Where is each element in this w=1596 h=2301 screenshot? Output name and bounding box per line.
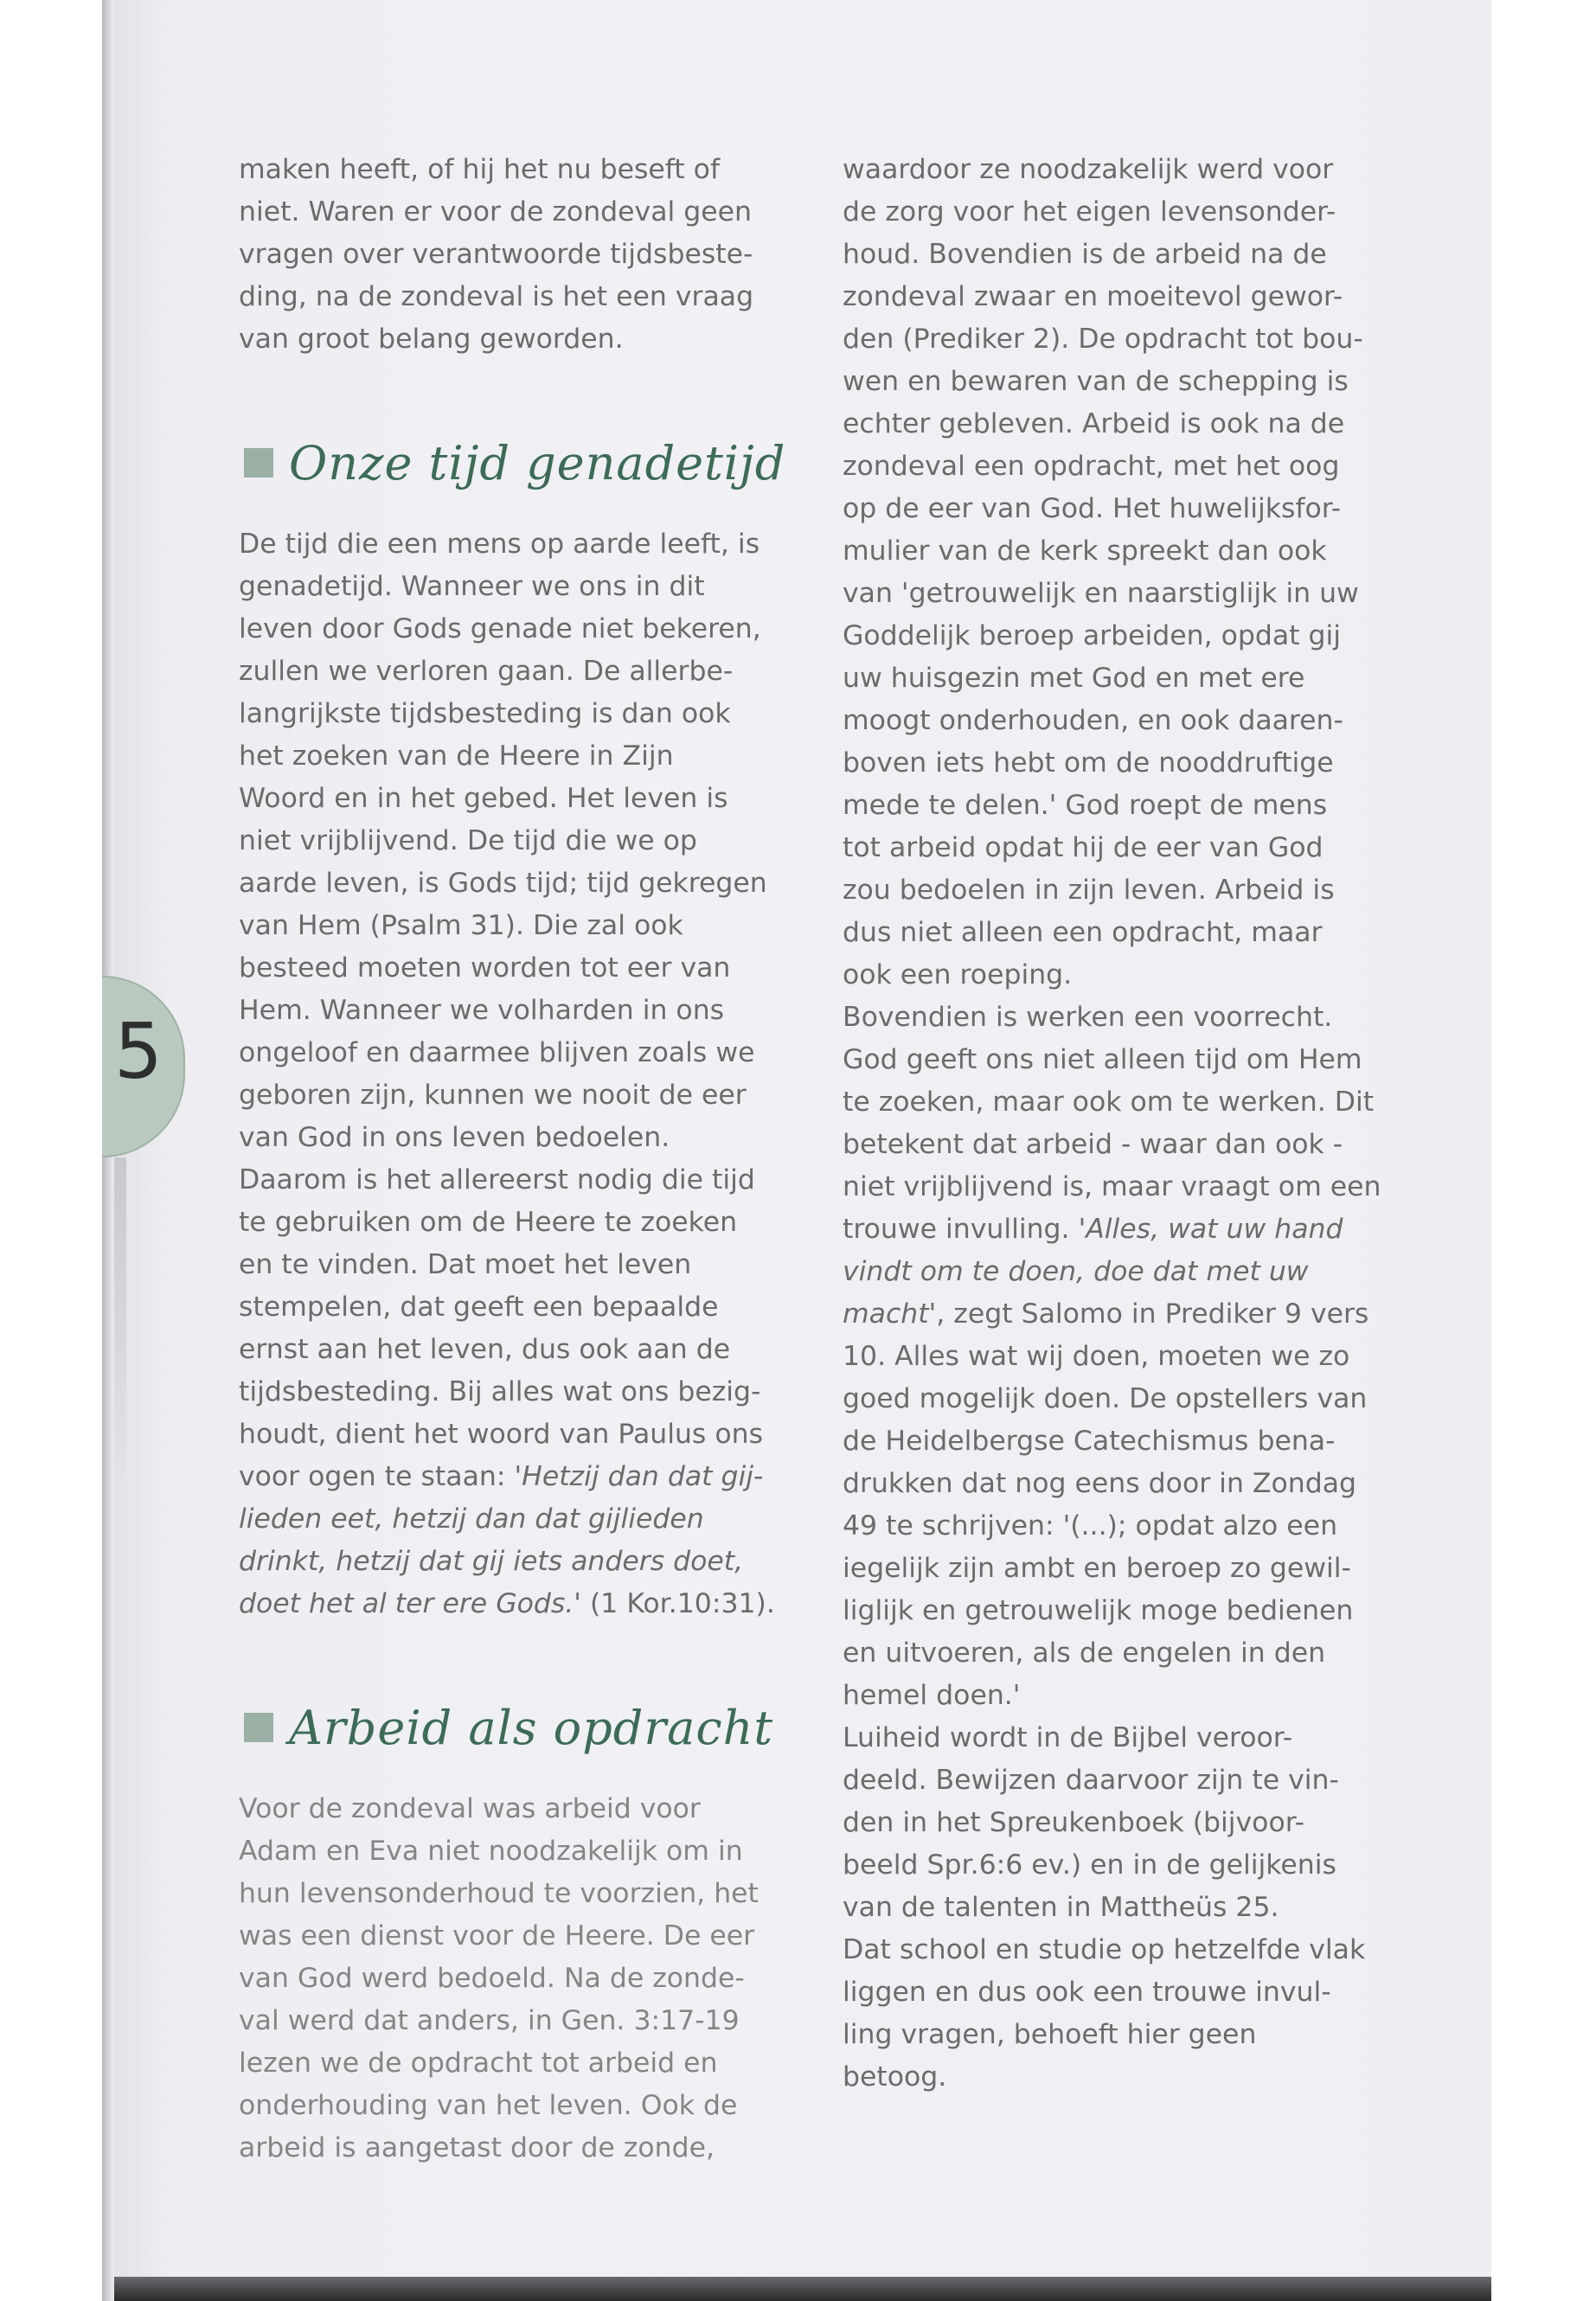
text-line [843, 1293, 1396, 1336]
text-line: val werd dat anders, in Gen. 3:17-19 [239, 2005, 740, 2036]
text-line: ernst aan het leven, dus ook aan de [239, 1334, 731, 1365]
text-line: en uitvoeren, als de engelen in den [843, 1638, 1326, 1669]
text-line: en te vinden. Dat moet het leven [239, 1249, 692, 1280]
text-line: God geeft ons niet alleen tijd om Hem [843, 1044, 1362, 1075]
right-paragraph-a [843, 149, 1396, 1208]
text-line: Dat school en studie op hetzelfde vlak [843, 1934, 1366, 1965]
text-line: tijdsbesteding. Bij alles wat ons bezig- [239, 1376, 761, 1407]
text-line: houd. Bovendien is de arbeid na de [843, 239, 1327, 270]
text-line: houdt, dient het woord van Paulus ons [239, 1419, 764, 1450]
text-line: Hem. Wanneer we volharden in ons [239, 995, 725, 1026]
right-margin [1491, 0, 1596, 2301]
quote-text: 'Hetzij dan dat gij- [514, 1461, 764, 1492]
intro-paragraph [239, 149, 792, 361]
right-column [843, 149, 1396, 2099]
text-fragment: (1 Kor.10:31). [580, 1588, 775, 1619]
chapter-number: 5 [114, 1007, 163, 1096]
text-fragment: voor ogen te staan: [239, 1461, 515, 1492]
text-line: hemel doen.' [843, 1680, 1021, 1711]
text-line: leven door Gods genade niet bekeren, [239, 613, 761, 644]
text-line: langrijkste tijdsbesteding is dan ook [239, 698, 731, 729]
text-line: drukken dat nog eens door in Zondag [843, 1468, 1357, 1499]
text-line: van God in ons leven bedoelen. [239, 1122, 670, 1153]
text-line: den in het Spreukenboek (bijvoor- [843, 1807, 1305, 1838]
text-line: was een dienst voor de Heere. De eer [239, 1920, 755, 1952]
text-line: den (Prediker 2). De opdracht tot bou- [843, 324, 1363, 355]
right-paragraph-d [843, 1336, 1396, 2099]
text-line: iegelijk zijn ambt en beroep zo gewil- [843, 1553, 1351, 1584]
text-line: lezen we de opdracht tot arbeid en [239, 2048, 718, 2079]
text-line: vragen over verantwoorde tijdsbeste- [239, 239, 753, 270]
left-column [239, 149, 792, 2170]
text-line: Voor de zondeval was arbeid voor [239, 1793, 701, 1824]
text-line: deeld. Bewijzen daarvoor zijn te vin- [843, 1765, 1339, 1796]
text-line: aarde leven, is Gods tijd; tijd gekregen [239, 868, 767, 899]
quote-text: drinkt, hetzij dat gij iets anders doet, [239, 1546, 744, 1577]
text-line: van groot belang geworden. [239, 324, 624, 355]
heading-title: Arbeid als opdracht [289, 1700, 774, 1755]
text-line: te gebruiken om de Heere te zoeken [239, 1207, 738, 1238]
text-line: goed mogelijk doen. De opstellers van [843, 1383, 1368, 1414]
text-line: mede te delen.' God roept de mens [843, 790, 1328, 821]
text-line: ding, na de zondeval is het een vraag [239, 281, 754, 312]
text-line: de zorg voor het eigen levensonder- [843, 196, 1336, 228]
text-line: arbeid is aangetast door de zonde, [239, 2132, 715, 2163]
text-line: besteed moeten worden tot eer van [239, 952, 731, 984]
text-line: zondeval een opdracht, met het oog [843, 451, 1340, 482]
text-line: Bovendien is werken een voorrecht. [843, 1002, 1333, 1033]
section-heading-arbeid [239, 1676, 792, 1779]
text-line: Woord en in het gebed. Het leven is [239, 783, 728, 814]
text-line: onderhouding van het leven. Ook de [239, 2090, 738, 2121]
text-line: op de eer van God. Het huwelijksfor- [843, 493, 1342, 524]
text-fragment: trouwe invulling. [843, 1214, 1079, 1245]
bottom-edge [114, 2277, 1491, 2301]
text-line: genadetijd. Wanneer we ons in dit [239, 571, 705, 602]
text-line: ling vragen, behoeft hier geen [843, 2019, 1257, 2050]
heading-square-icon [244, 1713, 273, 1742]
quote-text: lieden eet, hetzij dan dat gijlieden [239, 1503, 704, 1535]
text-line: dus niet alleen een opdracht, maar [843, 917, 1323, 948]
text-line: liggen en dus ook een trouwe invul- [843, 1977, 1331, 2008]
quote-text: macht' [843, 1298, 937, 1330]
text-line [239, 1498, 792, 1541]
text-line: wen en bewaren van de schepping is [843, 366, 1349, 397]
text-line: geboren zijn, kunnen we nooit de eer [239, 1080, 747, 1111]
text-line: waardoor ze noodzakelijk werd voor [843, 154, 1334, 185]
text-line: moogt onderhouden, en ook daaren- [843, 705, 1343, 736]
quote-text: 'Alles, wat uw hand [1078, 1214, 1343, 1245]
text-line: niet vrijblijvend is, maar vraagt om een [843, 1171, 1381, 1202]
text-line: De tijd die een mens op aarde leeft, is [239, 529, 760, 560]
text-line: ongeloof en daarmee blijven zoals we [239, 1037, 755, 1068]
heading-title: Onze tijd genadetijd [289, 435, 786, 490]
text-line: Daarom is het allereerst nodig die tijd [239, 1164, 755, 1195]
text-line: echter gebleven. Arbeid is ook na de [843, 408, 1345, 439]
text-line: van God werd bedoeld. Na de zonde- [239, 1963, 745, 1994]
tab-shadow [114, 1157, 126, 1486]
right-paragraph-quote [843, 1208, 1396, 1336]
text-line: tot arbeid opdat hij de eer van God [843, 832, 1324, 863]
text-line: ook een roeping. [843, 959, 1073, 990]
quote-text: vindt om te doen, doe dat met uw [843, 1256, 1309, 1287]
text-line [239, 1583, 792, 1625]
text-line [239, 1456, 792, 1498]
text-line: te zoeken, maar ook om te werken. Dit [843, 1086, 1375, 1118]
text-line: niet. Waren er voor de zondeval geen [239, 196, 752, 228]
text-line: betekent dat arbeid - waar dan ook - [843, 1129, 1343, 1160]
text-line: mulier van de kerk spreekt dan ook [843, 535, 1327, 567]
text-fragment: , zegt Salomo in Prediker 9 vers [936, 1298, 1369, 1330]
text-line: boven iets hebt om de nooddruftige [843, 747, 1334, 779]
text-line: Goddelijk beroep arbeiden, opdat gij [843, 620, 1342, 651]
heading-square-icon [244, 448, 273, 478]
text-line: zou bedoelen in zijn leven. Arbeid is [843, 875, 1335, 906]
text-line: Luiheid wordt in de Bijbel veroor- [843, 1722, 1293, 1753]
text-line: liglijk en getrouwelijk moge bedienen [843, 1595, 1354, 1626]
text-line: van 'getrouwelijk en naarstiglijk in uw [843, 578, 1359, 609]
text-line: hun levensonderhoud te voorzien, het [239, 1878, 759, 1909]
text-line: van Hem (Psalm 31). Die zal ook [239, 910, 683, 941]
text-line: 49 te schrijven: '(...); opdat alzo een [843, 1510, 1338, 1541]
text-line: stempelen, dat geeft een bepaalde [239, 1292, 719, 1323]
text-line: van de talenten in Mattheüs 25. [843, 1892, 1279, 1923]
text-line: betoog. [843, 2061, 947, 2093]
text-line: uw huisgezin met God en met ere [843, 663, 1305, 694]
text-line: 10. Alles wat wij doen, moeten we zo [843, 1341, 1350, 1372]
text-line [843, 1251, 1396, 1293]
text-line: zondeval zwaar en moeitevol gewor- [843, 281, 1343, 312]
text-line: beeld Spr.6:6 ev.) en in de gelijkenis [843, 1849, 1336, 1881]
section-genadetijd-body [239, 523, 792, 1625]
section-heading-genadetijd [239, 411, 792, 515]
text-line: niet vrijblijvend. De tijd die we op [239, 825, 697, 856]
text-line: Adam en Eva niet noodzakelijk om in [239, 1836, 743, 1867]
text-line: het zoeken van de Heere in Zijn [239, 740, 674, 772]
quote-text: doet het al ter ere Gods.' [239, 1588, 581, 1619]
text-line: maken heeft, of hij het nu beseft of [239, 154, 721, 185]
text-line: de Heidelbergse Catechismus bena- [843, 1426, 1336, 1457]
section-arbeid-body [239, 1788, 792, 2170]
text-line [239, 1541, 792, 1583]
text-line [843, 1208, 1396, 1251]
text-line: zullen we verloren gaan. De allerbe- [239, 656, 734, 687]
